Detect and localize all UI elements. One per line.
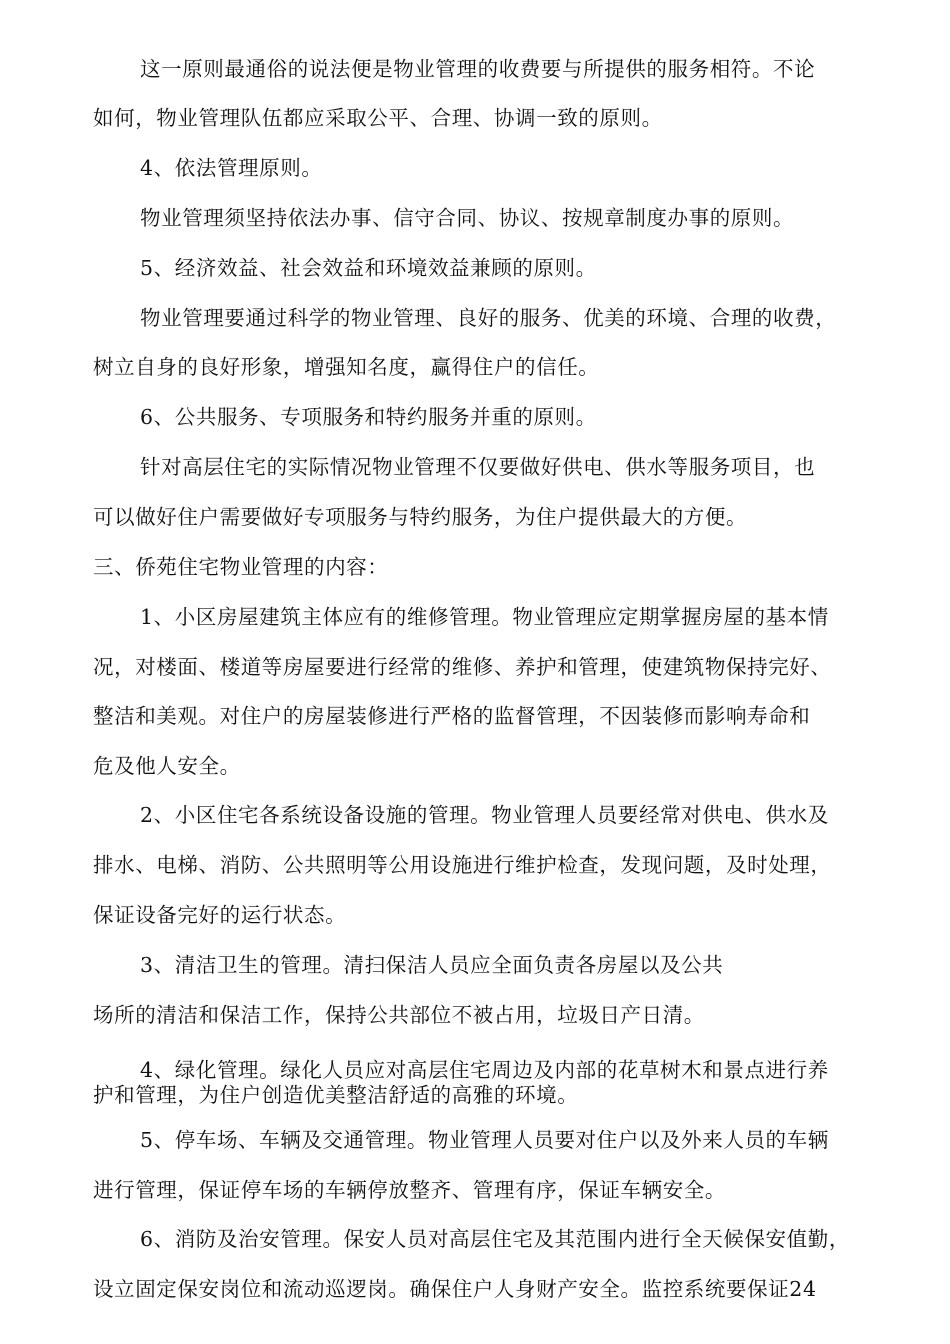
- paragraph-line: 进行管理，保证停车场的车辆停放整齐、管理有序，保证车辆安全。: [93, 1178, 726, 1202]
- paragraph-line: 1、小区房屋建筑主体应有的维修管理。物业管理应定期掌握房屋的基本情: [140, 605, 829, 629]
- paragraph-line: 设立固定保安岗位和流动巡逻岗。确保住户人身财产安全。监控系统要保证24: [93, 1277, 817, 1301]
- paragraph-line: 针对高层住宅的实际情况物业管理不仅要做好供电、供水等服务项目，也: [140, 455, 816, 479]
- paragraph-line: 3、清洁卫生的管理。清扫保洁人员应全面负责各房屋以及公共: [140, 953, 724, 977]
- paragraph-line: 排水、电梯、消防、公共照明等公用设施进行维护检查，发现问题，及时处理，: [93, 853, 832, 877]
- section-item-heading: 4、依法管理原则。: [140, 156, 323, 180]
- paragraph-line: 物业管理要通过科学的物业管理、良好的服务、优美的环境、合理的收费，: [140, 306, 837, 330]
- section-item-heading: 6、公共服务、专项服务和特约服务并重的原则。: [140, 405, 597, 429]
- paragraph-line: 5、停车场、车辆及交通管理。物业管理人员要对住户以及外来人员的车辆: [140, 1128, 829, 1152]
- paragraph-line: 4、绿化管理。绿化人员应对高层住宅周边及内部的花草树木和景点进行养: [140, 1058, 829, 1082]
- paragraph-line: 6、消防及治安管理。保安人员对高层住宅及其范围内进行全天候保安值勤，: [140, 1227, 850, 1251]
- paragraph-line: 整洁和美观。对住户的房屋装修进行严格的监督管理，不因装修而影响寿命和: [93, 704, 811, 728]
- section-item-heading: 5、经济效益、社会效益和环境效益兼顾的原则。: [140, 256, 597, 280]
- paragraph-line: 如何，物业管理队伍都应采取公平、合理、协调一致的原则。: [93, 106, 663, 130]
- section-heading: 三、侨苑住宅物业管理的内容：: [93, 555, 389, 579]
- paragraph-line: 树立自身的良好形象，增强知名度，赢得住户的信任。: [93, 355, 600, 379]
- paragraph-line: 场所的清洁和保洁工作，保持公共部位不被占用，垃圾日产日清。: [93, 1003, 705, 1027]
- paragraph-line: 况，对楼面、楼道等房屋要进行经常的维修、养护和管理，使建筑物保持完好、: [93, 655, 832, 679]
- paragraph-line: 护和管理，为住户创造优美整洁舒适的高雅的环境。: [93, 1083, 579, 1107]
- paragraph-line: 可以做好住户需要做好专项服务与特约服务，为住户提供最大的方便。: [93, 505, 748, 529]
- paragraph-line: 物业管理须坚持依法办事、信守合同、协议、按规章制度办事的原则。: [140, 206, 795, 230]
- paragraph-line: 这一原则最通俗的说法便是物业管理的收费要与所提供的服务相符。不论: [140, 57, 816, 81]
- paragraph-line: 危及他人安全。: [93, 754, 241, 778]
- paragraph-line: 保证设备完好的运行状态。: [93, 903, 347, 927]
- paragraph-line: 2、小区住宅各系统设备设施的管理。物业管理人员要经常对供电、供水及: [140, 803, 829, 827]
